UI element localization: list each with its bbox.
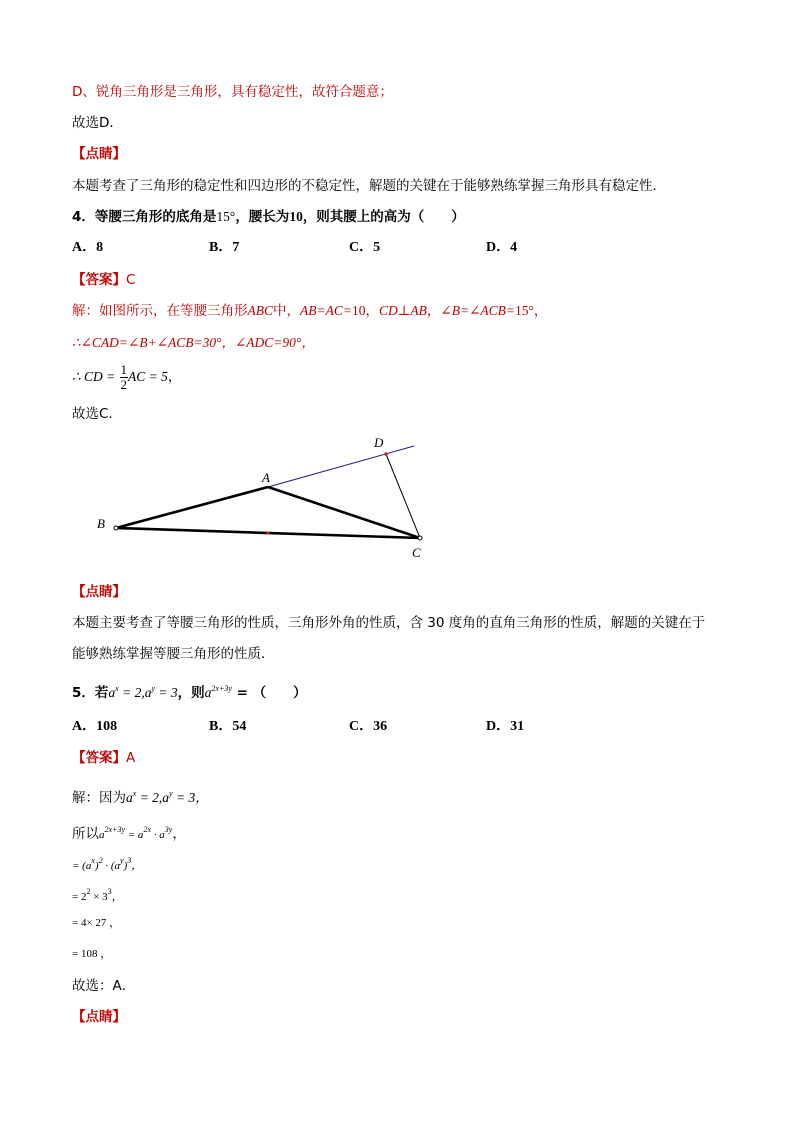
label-a: A (262, 470, 270, 485)
side-ba (116, 487, 268, 528)
solution-4-line-3: ∴ CD = $\frac{1}{2}$ AC = 5， (72, 361, 182, 392)
option-b: B．7 (209, 240, 240, 255)
solution-4-line-1: 解：如图所示，在等腰三角形ABC中，AB=AC=10，CD⊥AB，∠B=∠ACB=15°， (72, 303, 548, 319)
solution-5-line-1: 解：因为$a^x = 2,a^y = 3$， (72, 789, 209, 806)
select-d: 故选D． (72, 115, 123, 131)
option-a: A．8 (72, 240, 104, 255)
question-4-stem: 4．等腰三角形的底角是15°，腰长为10，则其腰上的高为（ ） (72, 209, 465, 225)
dianjing-heading-4: 【点睛】 (72, 584, 126, 600)
dianjing-text-4b: 能够熟练掌握等腰三角形的性质． (72, 646, 275, 662)
answer-4: 【答案】C (72, 272, 136, 288)
option-d-explanation: D、锐角三角形是三角形，具有稳定性，故符合题意； (72, 84, 393, 100)
option-c: C．36 (349, 719, 388, 734)
solution-5-line-5: = 4× 27 ， (72, 917, 121, 929)
midpoint-bc (266, 531, 269, 534)
option-a: A．108 (72, 719, 118, 734)
solution-5-line-3: = $(a^x)^2 \cdot (a^y)^3$， (72, 856, 143, 872)
option-d: D．4 (486, 240, 518, 255)
question-5-stem: 5．若$a^x = 2,a^y = 3$，则$a^{2x+3y}$ = （ ） (72, 684, 307, 701)
option-c: C．5 (349, 240, 381, 255)
select-5: 故选：A． (72, 978, 136, 994)
select-4: 故选C． (72, 406, 122, 422)
solution-5-line-6: = 108 ， (72, 948, 112, 960)
label-c: C (412, 545, 421, 560)
answer-5: 【答案】A (72, 750, 136, 766)
fraction-one-half: $\frac{1}{2}$ (120, 361, 127, 392)
solution-4-line-2: ∴∠CAD=∠B+∠ACB=30°，∠ADC=90°， (72, 335, 315, 350)
label-b: B (97, 516, 105, 531)
point-d (384, 452, 388, 456)
option-b: B．54 (209, 719, 247, 734)
height-cd (386, 454, 420, 538)
question-5-options (72, 717, 722, 737)
extension-line-ad (268, 446, 414, 487)
point-b (114, 526, 118, 530)
dianjing-heading-1: 【点睛】 (72, 146, 126, 162)
solution-5-line-4: = $2^2 \times 3^3$， (72, 887, 123, 903)
label-d: D (374, 435, 384, 450)
dianjing-text-1: 本题考查了三角形的稳定性和四边形的不稳定性，解题的关键在于能够熟练掌握三角形具有稳定性． (72, 178, 666, 194)
solution-5-line-2: 所以$a^{2x+3y} = a^{2x} \cdot a^{3y}$， (72, 825, 186, 842)
side-ac (268, 487, 420, 538)
dianjing-text-4a: 本题主要考查了等腰三角形的性质，三角形外角的性质，含 30 度角的直角三角形的性质，解题的关键在于 (72, 615, 706, 631)
point-c (418, 536, 422, 540)
option-d: D．31 (486, 719, 525, 734)
dianjing-heading-5: 【点睛】 (72, 1009, 126, 1025)
